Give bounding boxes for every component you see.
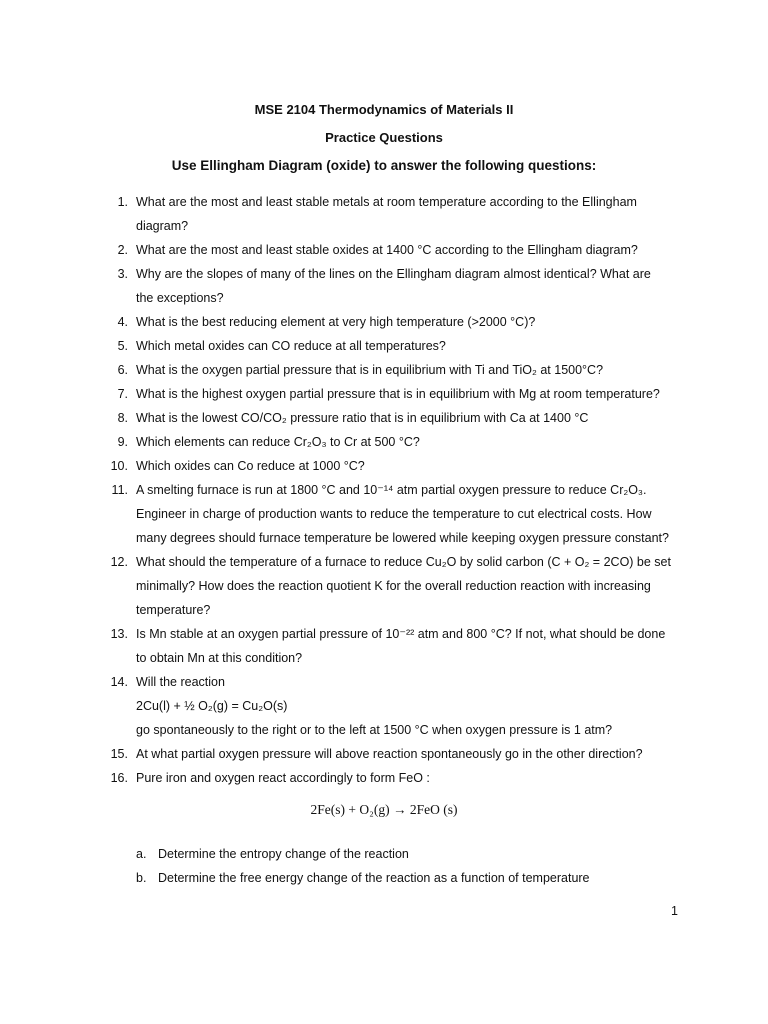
question-number: 6. xyxy=(117,363,128,377)
question-text: What is the highest oxygen partial pressure that is in equilibrium with Mg at room temperature? xyxy=(136,387,660,401)
question-line xyxy=(0,600,768,624)
question-line xyxy=(0,480,768,504)
subquestion-text: Determine the entropy change of the reaction xyxy=(158,847,409,861)
question-line xyxy=(0,456,768,480)
question-text: What should the temperature of a furnace to reduce Cu₂O by solid carbon (C + O₂ = 2CO) be set xyxy=(136,555,671,569)
question-line xyxy=(0,192,768,216)
question-line xyxy=(0,336,768,360)
question-text: the exceptions? xyxy=(136,291,224,305)
question-text: At what partial oxygen pressure will above reaction spontaneously go in the other direction? xyxy=(136,747,643,761)
question-number: 8. xyxy=(117,411,128,425)
question-list xyxy=(0,192,768,792)
question-number: 15. xyxy=(110,747,128,761)
question-text: Is Mn stable at an oxygen partial pressure of 10⁻²² atm and 800 °C? If not, what should be done xyxy=(136,627,666,641)
question-text: go spontaneously to the right or to the left at 1500 °C when oxygen pressure is 1 atm? xyxy=(136,723,613,737)
question-line xyxy=(0,288,768,312)
question-line xyxy=(0,576,768,600)
question-line xyxy=(0,744,768,768)
question-line xyxy=(0,216,768,240)
subquestion-letter: a. xyxy=(136,847,147,861)
subquestion-letter: b. xyxy=(136,871,147,885)
question-number: 10. xyxy=(110,459,128,473)
question-text: Why are the slopes of many of the lines on the Ellingham diagram almost identical? What are xyxy=(136,267,651,281)
course-title: MSE 2104 Thermodynamics of Materials II xyxy=(254,102,514,117)
question-text: diagram? xyxy=(136,219,189,233)
question-line xyxy=(0,768,768,792)
question-line xyxy=(0,552,768,576)
question-number: 14. xyxy=(110,675,128,689)
question-line xyxy=(0,720,768,744)
question-text: temperature? xyxy=(136,603,211,617)
document-header xyxy=(0,100,768,184)
question-line xyxy=(0,432,768,456)
question-text: Pure iron and oxygen react accordingly to form FeO : xyxy=(136,771,430,785)
question-text: What is the oxygen partial pressure that is in equilibrium with Ti and TiO₂ at 1500°C? xyxy=(136,363,604,377)
question-line xyxy=(0,624,768,648)
question-text: What are the most and least stable oxides at 1400 °C according to the Ellingham diagram? xyxy=(136,243,638,257)
question-number: 7. xyxy=(117,387,128,401)
question-text: What is the lowest CO/CO₂ pressure ratio that is in equilibrium with Ca at 1400 °C xyxy=(136,411,589,425)
question-number: 13. xyxy=(110,627,128,641)
question-number: 2. xyxy=(117,243,128,257)
question-number: 11. xyxy=(111,483,128,497)
question-line xyxy=(0,312,768,336)
question-line xyxy=(0,504,768,528)
question-number: 12. xyxy=(110,555,128,569)
question-line xyxy=(0,672,768,696)
question-text: Which oxides can Co reduce at 1000 °C? xyxy=(136,459,365,473)
question-text: What is the best reducing element at very high temperature (>2000 °C)? xyxy=(136,315,536,329)
question-text: Engineer in charge of production wants to reduce the temperature to cut electrical costs. How xyxy=(136,507,652,521)
question-text: What are the most and least stable metals at room temperature according to the Ellingham xyxy=(136,195,637,209)
question-line xyxy=(0,648,768,672)
question-text: to obtain Mn at this condition? xyxy=(136,651,303,665)
question-line xyxy=(0,264,768,288)
feo-equation: 2Fe(s) + O₂(g) → 2FeO (s) xyxy=(310,802,458,817)
question-number: 3. xyxy=(117,267,128,281)
subquestion-item xyxy=(0,868,768,892)
question-line xyxy=(0,528,768,552)
question-number: 4. xyxy=(117,315,128,329)
question-text: Which elements can reduce Cr₂O₃ to Cr at 500 °C? xyxy=(136,435,420,449)
question-line xyxy=(0,408,768,432)
document-subtitle: Practice Questions xyxy=(325,130,443,145)
instruction-heading: Use Ellingham Diagram (oxide) to answer the following questions: xyxy=(171,158,597,173)
subquestion-list xyxy=(0,844,768,892)
question-line xyxy=(0,384,768,408)
subquestion-text: Determine the free energy change of the reaction as a function of temperature xyxy=(158,871,590,885)
question-number: 9. xyxy=(117,435,128,449)
question-text: Which metal oxides can CO reduce at all temperatures? xyxy=(136,339,446,353)
question-number: 1. xyxy=(117,195,128,209)
question-number: 5. xyxy=(117,339,128,353)
question-line xyxy=(0,360,768,384)
question-line xyxy=(0,696,768,720)
question-text: minimally? How does the reaction quotient K for the overall reduction reaction with increasing xyxy=(136,579,651,593)
question-number: 16. xyxy=(110,771,128,785)
subquestion-item xyxy=(0,844,768,868)
question-line xyxy=(0,240,768,264)
page-number: 1 xyxy=(671,904,678,918)
question-text: many degrees should furnace temperature be lowered while keeping oxygen pressure constant? xyxy=(136,531,669,545)
question-text: Will the reaction xyxy=(136,675,225,689)
question-text: A smelting furnace is run at 1800 °C and 10⁻¹⁴ atm partial oxygen pressure to reduce Cr₂O₃. xyxy=(136,483,647,497)
question-text: 2Cu(l) + ½ O₂(g) = Cu₂O(s) xyxy=(136,699,288,713)
